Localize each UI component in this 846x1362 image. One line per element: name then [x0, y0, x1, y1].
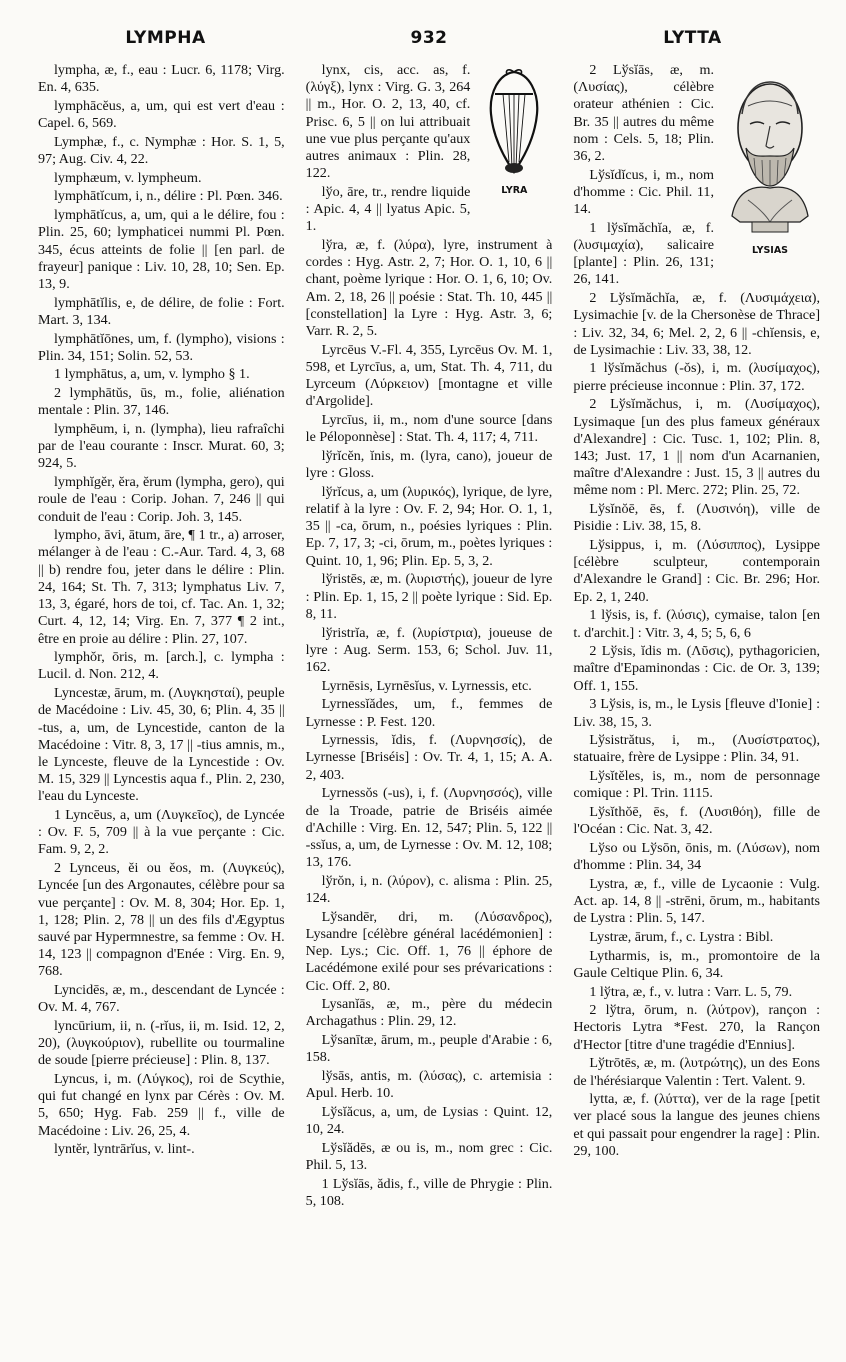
dictionary-entry: lўristēs, æ, m. (λυριστής), joueur de lyre : Plin. Ep. 1, 15, 2 || poète lyrique : Sid. Ep. 8, 11.	[305, 571, 553, 622]
dictionary-entry: lўristrĭa, æ, f. (λυρίστρια), joueuse de lyre : Aug. Serm. 153, 6; Schol. Juv. 11, 162.	[305, 624, 553, 675]
dictionary-entry: Lyrnessŏs (-us), i, f. (Λυρνησσός), ville de la Troade, patrie de Briséis aimée d'Achille : Virg. En. 12, 547; Plin. 5, 122 || -ssĭus, a, um, de Lyrnesse : Ov. M. 12, 108; 13, 176.	[305, 785, 553, 871]
dictionary-entry: lymphātĭōnes, um, f. (lympho), visions : Plin. 34, 151; Solin. 52, 53.	[38, 330, 285, 364]
dictionary-entry: Lўtrōtēs, æ, m. (λυτρώτης), un des Eons de l'hérésiarque Valentin : Tert. Valent. 9.	[573, 1055, 821, 1089]
dictionary-entry: lympho, āvi, ātum, āre, ¶ 1 tr., a) arroser, mélanger à de l'eau : C.-Aur. Tard. 4, 3, 68 || b) rendre fou, jeter dans le délire : Plin. 24, 164; St. Th. 7, 313; lymphatus Liv. 7, 13, 3, égaré, hors de toi, cf. Tac. An. 1, 32; Curt. 4, 12, 14; Virg. En. 7, 377 ¶ 2 int., être en proie au délire : Plin. 27, 107.	[38, 527, 285, 647]
dictionary-entry: lympha, æ, f., eau : Lucr. 6, 1178; Virg. En. 4, 635.	[38, 62, 285, 96]
dictionary-entry: lymphĭgĕr, ĕra, ĕrum (lympha, gero), qui roule de l'eau : Corip. Johan. 7, 246 || qui conduit de l'eau : Corip. Joh. 3, 145.	[38, 474, 285, 525]
dictionary-entry: 1 Lўsĭās, ădis, f., ville de Phrygie : Plin. 5, 108.	[305, 1175, 553, 1209]
column-3	[573, 62, 820, 1352]
dictionary-entry: lymphātĭcus, a, um, qui a le délire, fou : Plin. 25, 60; lymphaticei nummi Pl. Pœn. 345, écus atteints de folie || [en parl. de frayeur] panique : Liv. 10, 28, 10; Sen. Ep. 13, 9.	[38, 207, 285, 292]
dictionary-entry: lynx, cis, acc. as, f. (λύγξ), lynx : Virg. G. 3, 264 || m., Hor. O. 2, 13, 40, cf. Prisc. 6, 5 || on lui attribuait une vue plus perçante qu'aux autres animaux : Plin. 28, 122.	[305, 62, 471, 182]
dictionary-entry: lyncūrium, ii, n. (-rĭus, ii, m. Isid. 12, 2, 20), (λυγκούριον), rubellite ou tourmaline de soude [pierre précieuse] : Plin. 8, 137.	[38, 1017, 285, 1069]
dictionary-entry: lymphācĕus, a, um, qui est vert d'eau : Capel. 6, 569.	[38, 97, 285, 132]
dictionary-entry: Lyrnēsis, Lyrnēsĭus, v. Lyrnessis, etc.	[321, 677, 532, 694]
dictionary-entry: Lўsistrătus, i, m., (Λυσίστρατος), statuaire, frère de Lysippe : Plin. 34, 91.	[573, 732, 821, 766]
lyre-caption: LYRA	[501, 185, 528, 196]
dictionary-entry: lymphŏr, ōris, m. [arch.], c. lympha : Lucil. d. Non. 212, 4.	[38, 649, 285, 683]
dictionary-entry: lymphēum, i, n. (lympha), lieu rafraîchi par de l'eau courante : Inscr. Murat. 60, 3; 924, 5.	[38, 421, 285, 472]
running-header	[38, 28, 820, 62]
header-left-guide-word: LYMPHA	[125, 28, 206, 48]
dictionary-entry: lўo, āre, tr., rendre liquide : Apic. 4, 4 || lyatus Apic. 5, 1.	[305, 183, 471, 235]
dictionary-entry: Lўsĭthŏē, ēs, f. (Λυσιθόη), fille de l'Océan : Cic. Nat. 3, 42.	[573, 804, 821, 838]
dictionary-entry: 2 Lўsis, ĭdis m. (Λῦσις), pythagoricien, maître d'Epaminondas : Cic. de Or. 3, 139; Off. 1, 155.	[573, 643, 821, 694]
dictionary-entry: lymphātĭcum, i, n., délire : Pl. Pœn. 346.	[54, 188, 283, 205]
dictionary-entry: lymphæum, v. lympheum.	[54, 169, 202, 186]
dictionary-entry: 2 Lўsĭmăchĭa, æ, f. (Λυσιμάχεια), Lysimachie [v. de la Chersonèse de Thrace] : Liv. 32, 34, 6; Mel. 2, 2, 6 || -chĭensis, e, de Lysimachie : Liv. 33, 38, 12.	[573, 290, 821, 358]
page-number: 932	[410, 28, 448, 48]
dictionary-entry: 1 lўsĭmăchĭa, æ, f. (λυσιμαχία), salicaire [plante] : Plin. 26, 131; 26, 141.	[573, 219, 715, 288]
dictionary-entry: 2 Lўsĭmăchus, i, m. (Λυσίμαχος), Lysimaque [un des plus fameux généraux d'Alexandre] : Cic. Tusc. 1, 102; Plin. 8, 143; Just. 17, 1 || nom d'un Acarnanien, maître d'Alexandre : Just. 15, 3 || autres du même nom : Pl. Merc. 272; Plin. 25, 72.	[573, 396, 821, 499]
dictionary-entry: Lymphæ, f., c. Nymphæ : Hor. S. 1, 5, 97; Aug. Civ. 4, 22.	[38, 133, 285, 168]
dictionary-entry: Lystræ, ārum, f., c. Lystra : Bibl.	[589, 928, 774, 945]
dictionary-entry: Lyrcīus, ii, m., nom d'une source [dans le Péloponnèse] : Stat. Th. 4, 117; 4, 711.	[305, 412, 553, 446]
lysias-caption: LYSIAS	[752, 245, 789, 256]
dictionary-entry: Lyncestæ, ārum, m. (Λυγκησταί), peuple de Macédoine : Liv. 45, 30, 6; Plin. 4, 35 || -tus, a, um, de Lyncestide, canton de la Macédoine : Vitr. 8, 3, 17 || -tius amnis, m., le Lynceste, fleuve de la Lyncestide : Ov. M. 15, 329 || Lyncestis aqua f., Plin. 2, 230, l'eau du Lynceste.	[38, 685, 285, 805]
dictionary-entry: Lўsandēr, dri, m. (Λύσανδρος), Lysandre [célèbre général lacédémonien] : Nep. Lys.; Cic. Off. 1, 76 || éphore de Lacédémone exilé pour ses prévarications : Cic. Off. 2, 80.	[305, 908, 553, 994]
dictionary-entry: 2 Lynceus, ĕi ou ĕos, m. (Λυγκεύς), Lyncée [un des Argonautes, célèbre pour sa vue perçante] : Ov. M. 8, 304; Hor. Ep. 1, 1, 128; Plin. 2, 78 || un des fils d'Ægyptus sauvé par Hypermnestre, sa femme : Ov. H. 14, 123 || compagnon d'Enée : Virg. En. 9, 768.	[38, 860, 285, 980]
dictionary-entry: 2 lўtra, ōrum, n. (λύτρον), rançon : Hectoris Lytra *Fest. 270, la Rançon d'Hector [titre d'une tragédie d'Ennius].	[573, 1002, 821, 1053]
dictionary-entry: Lytharmis, is, m., promontoire de la Gaule Celtique Plin. 6, 34.	[573, 947, 821, 981]
dictionary-entry: lўra, æ, f. (λύρα), lyre, instrument à cordes : Hyg. Astr. 2, 7; Hor. O. 1, 10, 6 || chant, poème lyrique : Hor. O. 1, 6, 10; Ov. Am. 2, 18, 26 || poésie : Stat. Th. 10, 445 || [constellation] la Lyre : Hyg. Astr. 3, 6; Varr. R. 2, 5.	[305, 237, 553, 340]
dictionary-entry: 2 Lўsĭās, æ, m. (Λυσίας), célèbre orateur athénien : Cic. Br. 35 || autres du même nom : Cels. 5, 18; Plin. 36, 2.	[573, 62, 715, 165]
dictionary-entry: Lyncidēs, æ, m., descendant de Lyncée : Ov. M. 4, 767.	[38, 982, 285, 1016]
dictionary-entry: lytta, æ, f. (λύττα), ver de la rage [petit ver placé sous la langue des jeunes chiens et qui passait pour engendrer la rage] : Plin. 29, 100.	[573, 1091, 821, 1159]
dictionary-entry: 1 lўsis, is, f. (λύσις), cymaise, talon [en t. d'archit.] : Vitr. 3, 4, 5; 5, 6, 6	[573, 607, 821, 641]
dictionary-entry: Lўsĭnŏē, ēs, f. (Λυσινόη), ville de Pisidie : Liv. 38, 15, 8.	[573, 501, 821, 535]
dictionary-entry: Lўsĭtĕles, is, m., nom de personnage comique : Pl. Trin. 1115.	[573, 768, 821, 802]
dictionary-entry: Lyrnessis, ĭdis, f. (Λυρνησσίς), de Lyrnesse [Briséis] : Ov. Tr. 4, 1, 15; A. A. 2, 403.	[305, 732, 553, 783]
dictionary-entry: 1 lўtra, æ, f., v. lutra : Varr. L. 5, 79.	[589, 983, 793, 1000]
dictionary-entry: 1 Lyncēus, a, um (Λυγκεῖος), de Lyncée : Ov. F. 5, 709 || à la vue perçante : Cic. Fam. 9, 2, 2.	[38, 807, 285, 858]
dictionary-entry: 3 Lўsis, is, m., le Lysis [fleuve d'Ionie] : Liv. 38, 15, 3.	[573, 696, 821, 730]
header-right-guide-word: LYTTA	[663, 28, 722, 48]
column-1	[38, 62, 285, 1352]
lyre-icon	[479, 64, 549, 182]
bust-portrait-icon	[720, 66, 820, 242]
dictionary-entry: lўsās, antis, m. (λύσας), c. artemisia : Apul. Herb. 10.	[305, 1068, 553, 1102]
dictionary-entry: lyntĕr, lyntrārĭus, v. lint-.	[54, 1141, 195, 1158]
dictionary-entry: lўrĭcĕn, ĭnis, m. (lyra, cano), joueur de lyre : Gloss.	[305, 447, 553, 482]
dictionary-entry: lymphātĭlis, e, de délire, de folie : Fort. Mart. 3, 134.	[38, 294, 285, 328]
dictionary-entry: Lyrcēus V.-Fl. 4, 355, Lyrcēus Ov. M. 1, 598, et Lyrcīus, a, um, Stat. Th. 4, 711, du Lyrceum (Λύρκειον) [montagne et ville d'Argolide].	[305, 341, 553, 410]
dictionary-entry: Lўsippus, i, m. (Λύσιππος), Lysippe [célèbre sculpteur, contemporain d'Alexandre le Grand] : Cic. Br. 296; Hor. Ep. 2, 1, 240.	[573, 536, 821, 605]
dictionary-entry: Lyrnessĭădes, um, f., femmes de Lyrnesse : P. Fest. 120.	[305, 696, 553, 730]
dictionary-entry: Lўsĭădēs, æ ou is, m., nom grec : Cic. Phil. 5, 13.	[305, 1139, 553, 1174]
dictionary-entry: Lyncus, i, m. (Λύγκος), roi de Scythie, qui fut changé en lynx par Cérès : Ov. M. 5, 650; Hyg. Fab. 259 || f., ville de Macédoine : Liv. 26, 25, 4.	[38, 1071, 285, 1139]
dictionary-entry: lўrĭcus, a, um (λυρικός), lyrique, de lyre, relatif à la lyre : Ov. F. 2, 94; Hor. O. 1, 1, 35 || -ca, ōrum, n., poésies lyriques : Plin. Ep. 7, 17, 3; -ci, ōrum, m., poètes lyriques : Quint. 10, 1, 96; Plin. Ep. 5, 3, 2.	[305, 483, 553, 569]
lysias-bust-figure	[718, 66, 820, 259]
text-columns	[38, 62, 820, 1352]
dictionary-entry: 1 lymphātus, a, um, v. lympho § 1.	[54, 366, 250, 383]
lyre-illustration-figure	[476, 64, 552, 199]
column-2	[306, 62, 553, 1352]
dictionary-entry: 1 lўsĭmăchus (-ŏs), i, m. (λυσίμαχος), pierre précieuse inconnue : Plin. 37, 172.	[573, 360, 821, 394]
dictionary-entry: Lystra, æ, f., ville de Lycaonie : Vulg. Act. ap. 14, 8 || -strēni, ōrum, m., habitants de Lystra : Plin. 5, 147.	[573, 875, 821, 927]
dictionary-entry: 2 lymphātŭs, ūs, m., folie, aliénation mentale : Plin. 37, 146.	[38, 385, 285, 419]
dictionary-entry: Lўsanītæ, ārum, m., peuple d'Arabie : 6, 158.	[305, 1032, 553, 1066]
dictionary-entry: Lўsĭăcus, a, um, de Lysias : Quint. 12, 10, 24.	[305, 1103, 553, 1138]
dictionary-entry: lўrŏn, i, n. (λύρον), c. alisma : Plin. 25, 124.	[305, 872, 553, 907]
dictionary-entry: Lўso ou Lўsōn, ōnis, m. (Λύσων), nom d'homme : Plin. 34, 34	[573, 839, 821, 874]
dictionary-entry: Lўsĭdĭcus, i, m., nom d'homme : Cic. Phil. 11, 14.	[573, 166, 715, 218]
dictionary-entry: Lysanĭās, æ, m., père du médecin Archagathus : Plin. 29, 12.	[305, 996, 553, 1030]
